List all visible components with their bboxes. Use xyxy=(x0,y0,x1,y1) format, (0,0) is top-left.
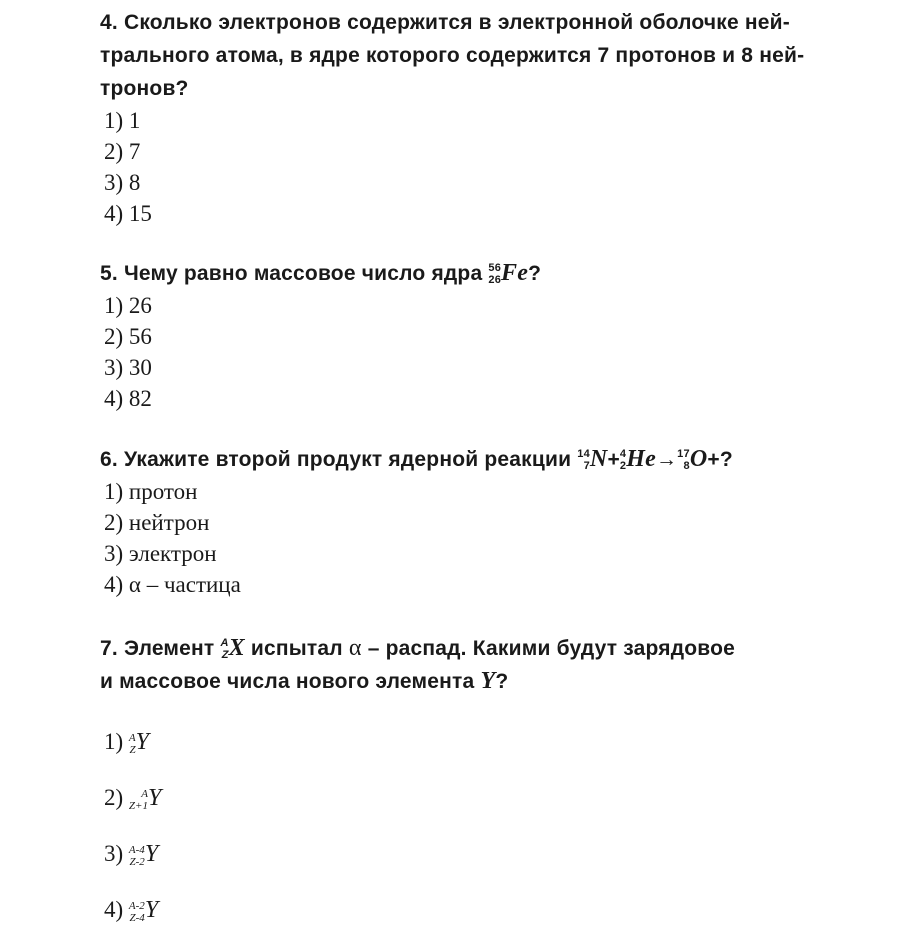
q7-option: 3) A-4 Z-2 Y xyxy=(104,841,159,868)
q7-option: 2) A Z+1 Y xyxy=(104,785,162,812)
q6-option: 1) протон xyxy=(104,479,198,504)
q4-option: 4) 15 xyxy=(104,201,152,226)
reaction-arrow: → xyxy=(655,448,678,471)
question-4 xyxy=(100,6,804,229)
question-5 xyxy=(100,257,541,414)
q7-option: 4) A-2 Z-4 Y xyxy=(104,897,159,924)
alpha-symbol: α xyxy=(348,635,362,661)
nuclide-x: A Z X xyxy=(220,635,245,662)
question-6-text: 6. Укажите второй продукт ядерной реакции 14 7 N+ 4 2 He→ 17 8 O+? xyxy=(100,443,733,476)
question-7-text xyxy=(100,632,735,698)
question-5-text: 5. Чему равно массовое число ядра 56 26 Fe? xyxy=(100,257,541,290)
q5-option: 2) 56 xyxy=(104,324,152,349)
q4-line-2: трального атома, в ядре которого содержится 7 протонов и 8 ней- xyxy=(100,44,805,67)
question-4-text xyxy=(100,6,804,105)
q4-option: 1) 1 xyxy=(104,108,141,133)
q5-option: 1) 26 xyxy=(104,293,152,318)
nuclide-o: 17 8 O xyxy=(677,446,708,473)
q7-line-1: 7. Элемент A Z X испытал α – распад. Какими будут зарядовое xyxy=(100,632,735,665)
q6-option: 4) α – частица xyxy=(104,572,241,597)
q4-line-3: тронов? xyxy=(100,77,189,100)
q7-option: 1) A Z Y xyxy=(104,729,150,756)
q6-option: 2) нейтрон xyxy=(104,510,210,535)
nuclide-n: 14 7 N xyxy=(577,446,608,473)
question-6 xyxy=(100,443,733,600)
q4-option: 3) 8 xyxy=(104,170,141,195)
q7-line-2: и массовое числа нового элемента Y? xyxy=(100,668,509,694)
q4-line-1: 4. Сколько электронов содержится в электронной оболочке ней- xyxy=(100,11,790,34)
nuclide-fe: 56 26 Fe xyxy=(488,260,529,287)
q5-option: 3) 30 xyxy=(104,355,152,380)
question-7 xyxy=(100,632,735,926)
q6-option: 3) электрон xyxy=(104,541,217,566)
q5-option: 4) 82 xyxy=(104,386,152,411)
q4-option: 2) 7 xyxy=(104,139,141,164)
nuclide-he: 4 2 He xyxy=(619,446,656,473)
